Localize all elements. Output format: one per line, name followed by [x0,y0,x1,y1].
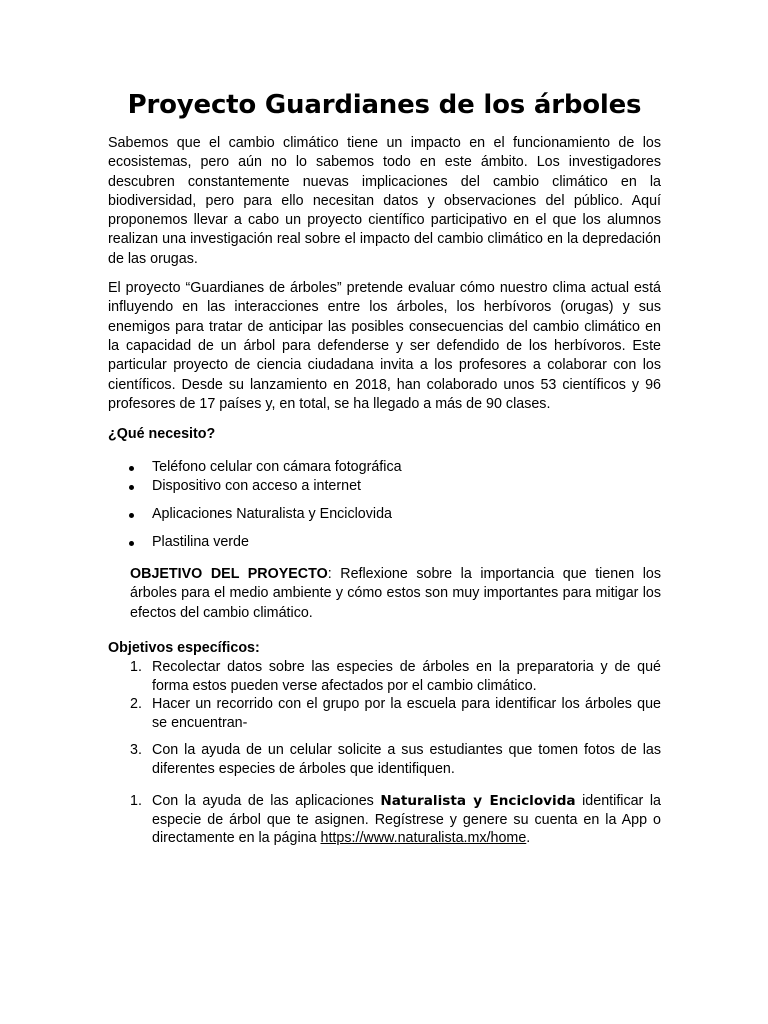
item-text-before: Con la ayuda de las aplicaciones [152,793,381,810]
list-item [108,741,661,778]
project-paragraph: El proyecto “Guardianes de árboles” pretende evaluar cómo nuestro clima actual está influyendo en las interacciones entre los árboles, los herbívoros (orugas) y sus enemigos para tratar de anticipar las posibles consecuencias del cambio climático en la capacidad de un árbol para defenderse y ser defendido de los herbívoros. Este particular proyecto de ciencia ciudadana invita a los profesores a colaborar con los científicos. Desde su lanzamiento en 2018, han colaborado unos 53 científicos y 96 profesores de 17 países y, en total, se ha llegado a más de 90 clases. [108,280,661,412]
item-number: 1. [130,659,142,676]
specific-objectives-heading: Objetivos específicos: [108,640,260,657]
needs-list [108,458,661,552]
objective-text: : Reflexione sobre la importancia que tienen los árboles para el medio ambiente y cómo estos son muy importantes para mitigar los efectos del cambio climático. [130,566,661,621]
naturalista-link[interactable]: https://www.naturalista.mx/home [320,830,527,847]
item-number: 1. [130,793,142,810]
list-item: Plastilina verde [108,533,661,552]
item-text-after: identificar la especie de árbol que te asignen. Regístrese y genere su cuenta en la App o directamente en la página [152,793,661,847]
item-text: Recolectar datos sobre las especies de árboles en la preparatoria y de qué forma estos pueden verse afectados por el cambio climático. [152,659,661,694]
apps-name: Naturalista y Enciclovida [380,793,576,810]
page-title: Proyecto Guardianes de los árboles [127,90,642,120]
item-text: Hacer un recorrido con el grupo por la escuela para identificar los árboles que se encuentran- [152,696,661,731]
item-number: 2. [130,696,142,713]
list-item [108,695,661,732]
intro-paragraph: Sabemos que el cambio climático tiene un impacto en el funcionamiento de los ecosistemas, pero aún no lo sabemos todo en este ámbito. Los investigadores descubren constantemente nuevas implicaciones del cambio climático en la biodiversidad, pero para ello necesitan datos y observaciones del público. Aquí proponemos llevar a cabo un proyecto científico participativo en el que los alumnos realizan una investigación real sobre el impacto del cambio climático en la depredación de las orugas. [108,135,661,267]
document-page [108,90,661,848]
list-item: Teléfono celular con cámara fotográfica [108,458,661,477]
needs-heading: ¿Qué necesito? [108,426,216,443]
objective-label: OBJETIVO DEL PROYECTO [130,566,328,583]
item-text: Con la ayuda de un celular solicite a sus estudiantes que tomen fotos de las diferentes especies de árboles que identifiquen. [152,742,661,777]
list-item: Aplicaciones Naturalista y Enciclovida [108,505,661,524]
project-objective [130,565,661,623]
item-text-end: . [526,830,531,847]
item-number: 3. [130,742,142,759]
list-item [108,658,661,695]
list-item: Dispositivo con acceso a internet [108,477,661,496]
list-item [108,792,661,848]
specific-objectives-list [108,658,661,848]
